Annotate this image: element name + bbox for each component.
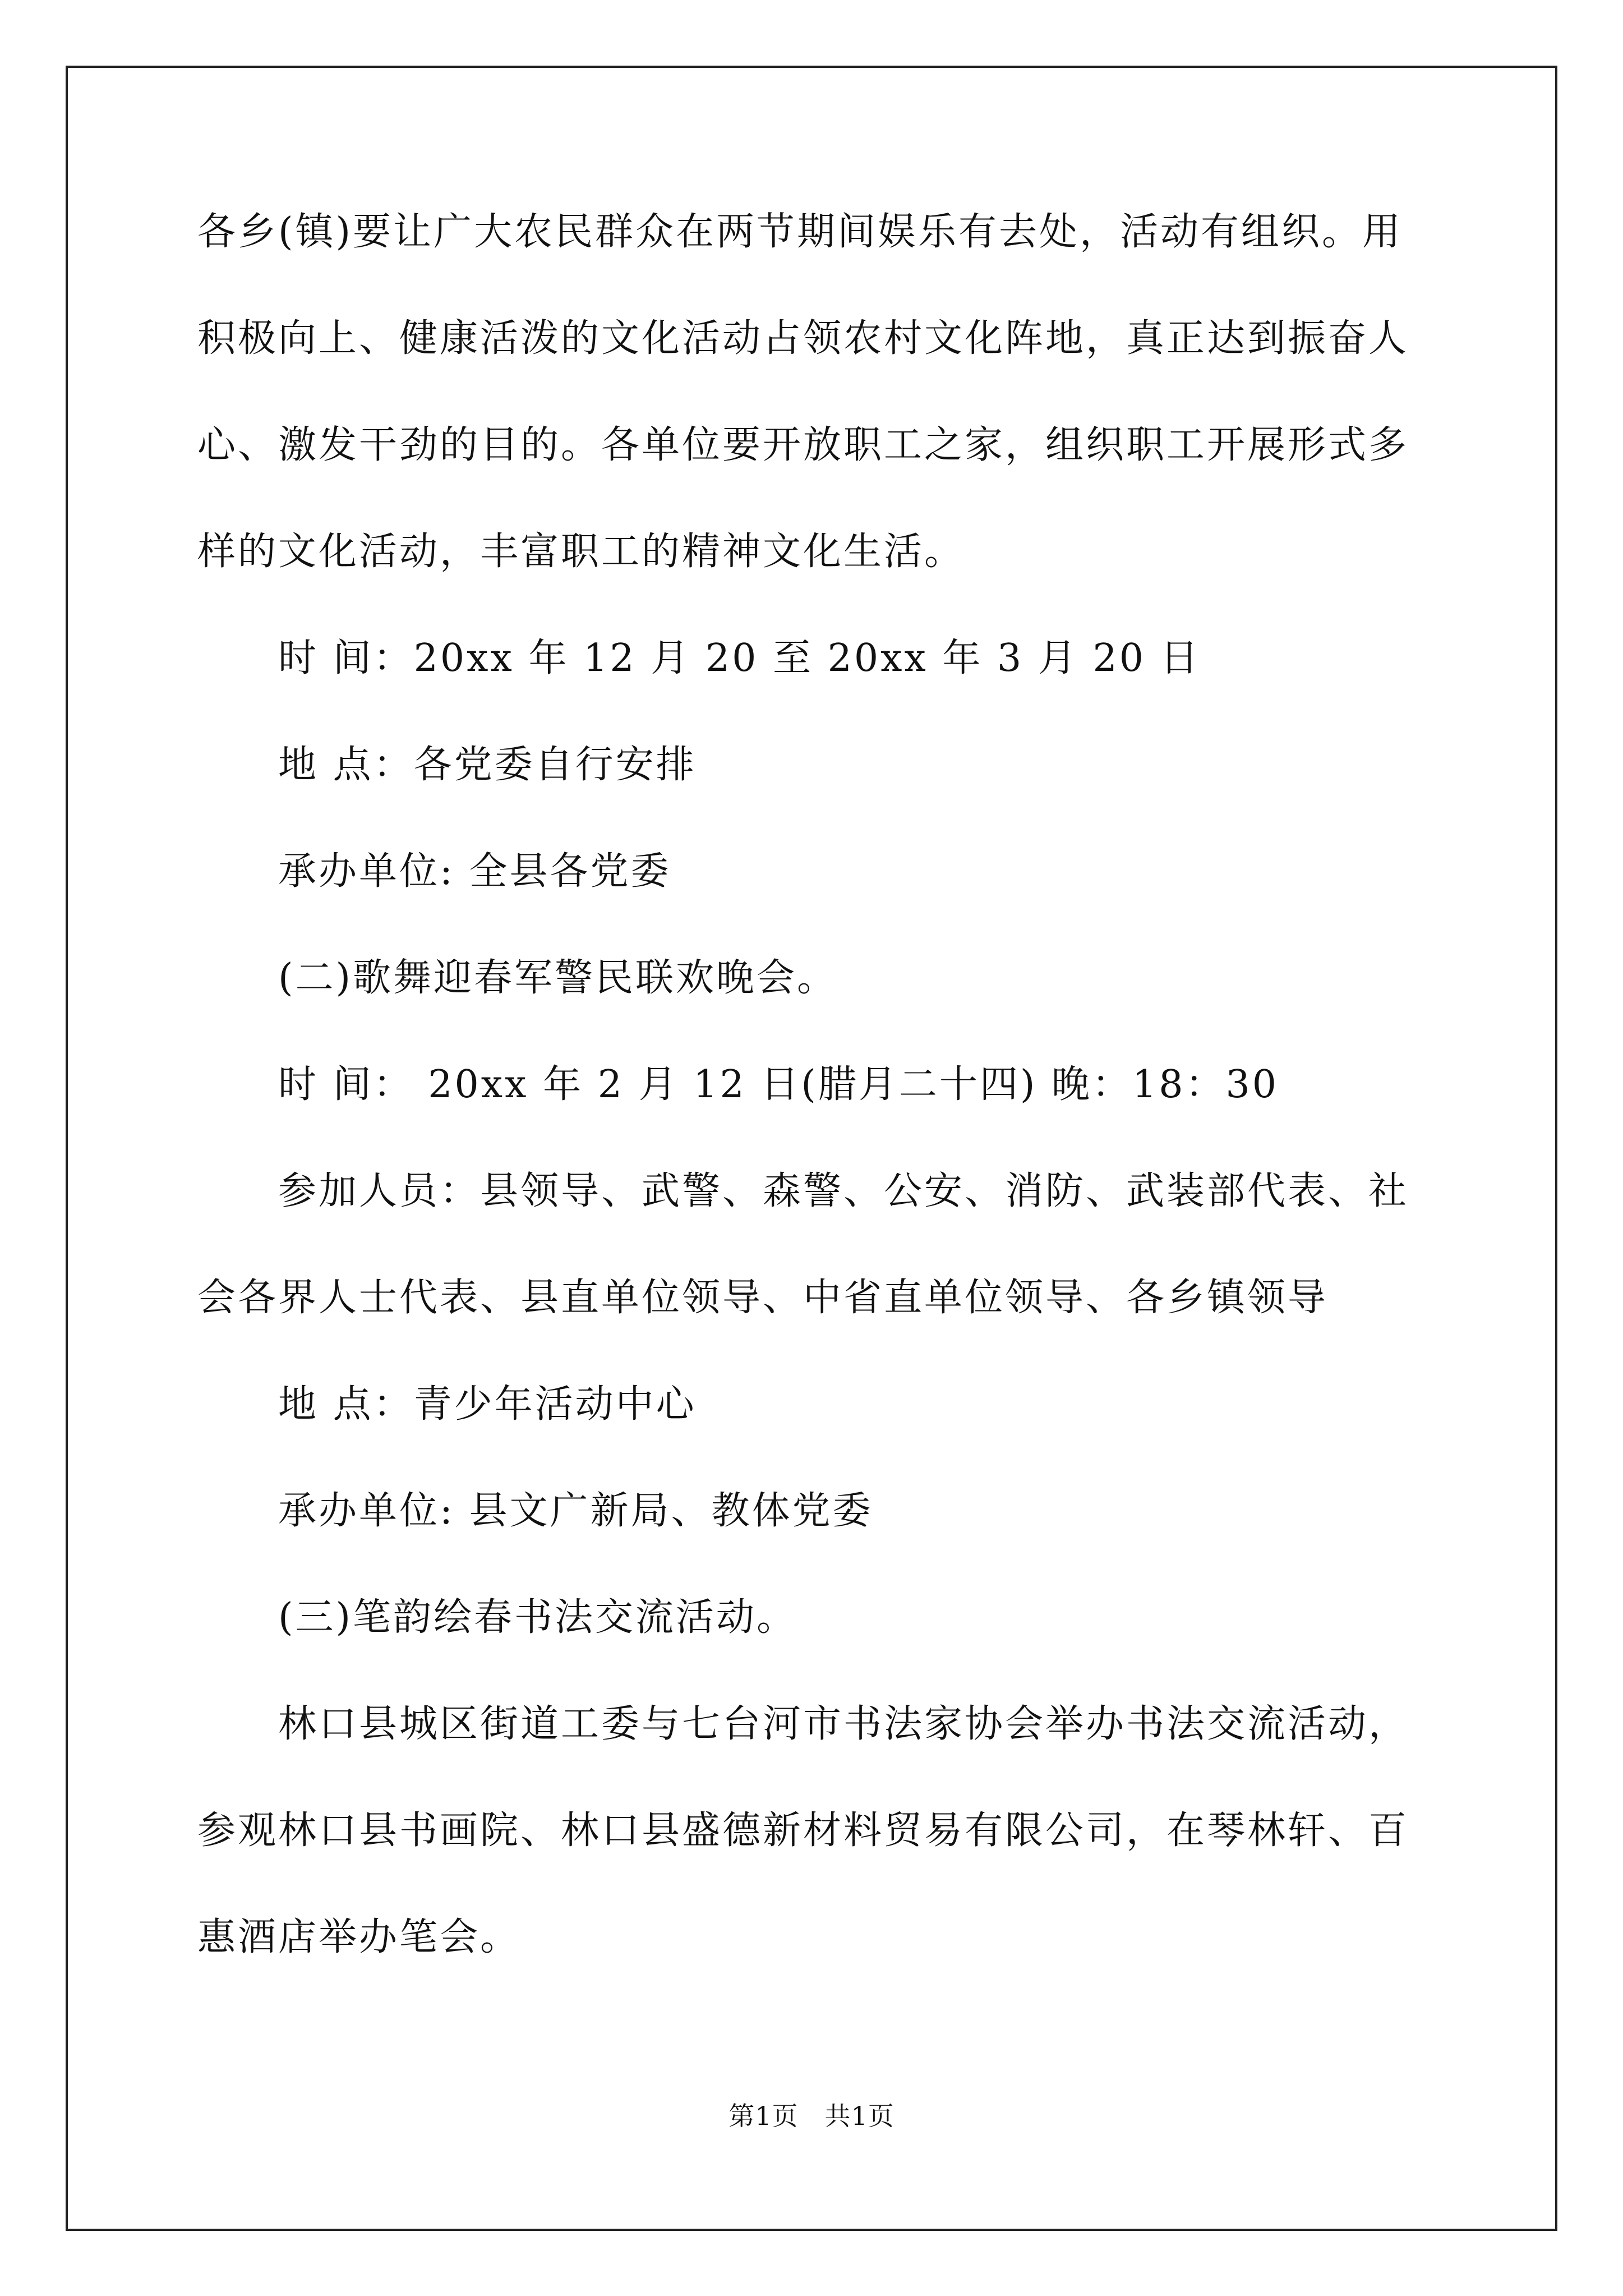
page-number-footer: 第1页 共1页 (728, 2101, 895, 2131)
location-line: 地 点：青少年活动中心 (278, 1382, 697, 1427)
organizer-line: 承办单位: 县文广新局、教体党委 (278, 1489, 873, 1533)
body-line: 心、激发干劲的目的。各单位要开放职工之家，组织职工开展形式多 (197, 423, 1409, 467)
organizer-line: 承办单位: 全县各党委 (278, 849, 671, 894)
time-line: 时 间：20xx 年 12 月 20 至 20xx 年 3 月 20 日 (278, 636, 1201, 680)
time-line: 时 间： 20xx 年 2 月 12 日(腊月二十四) 晚：18：30 (278, 1062, 1279, 1107)
document-body (197, 210, 1431, 1959)
body-line: 林口县城区街道工委与七台河市书法家协会举办书法交流活动， (278, 1702, 1409, 1746)
body-line: 惠酒店举办笔会。 (197, 1915, 521, 1959)
body-line: 各乡(镇)要让广大农民群众在两节期间娱乐有去处，活动有组织。用 (197, 210, 1403, 254)
body-line: 积极向上、健康活泼的文化活动占领农村文化阵地，真正达到振奋人 (197, 316, 1409, 361)
body-line: 样的文化活动，丰富职工的精神文化生活。 (197, 530, 965, 574)
location-line: 地 点：各党委自行安排 (278, 743, 697, 787)
participants-line: 参加人员：县领导、武警、森警、公安、消防、武装部代表、社 (278, 1169, 1409, 1213)
section-heading: (二)歌舞迎春军警民联欢晚会。 (278, 956, 838, 1000)
section-heading: (三)笔韵绘春书法交流活动。 (278, 1595, 797, 1640)
participants-line: 会各界人士代表、县直单位领导、中省直单位领导、各乡镇领导 (197, 1276, 1329, 1320)
body-line: 参观林口县书画院、林口县盛德新材料贸易有限公司，在琴林轩、百 (197, 1809, 1409, 1853)
